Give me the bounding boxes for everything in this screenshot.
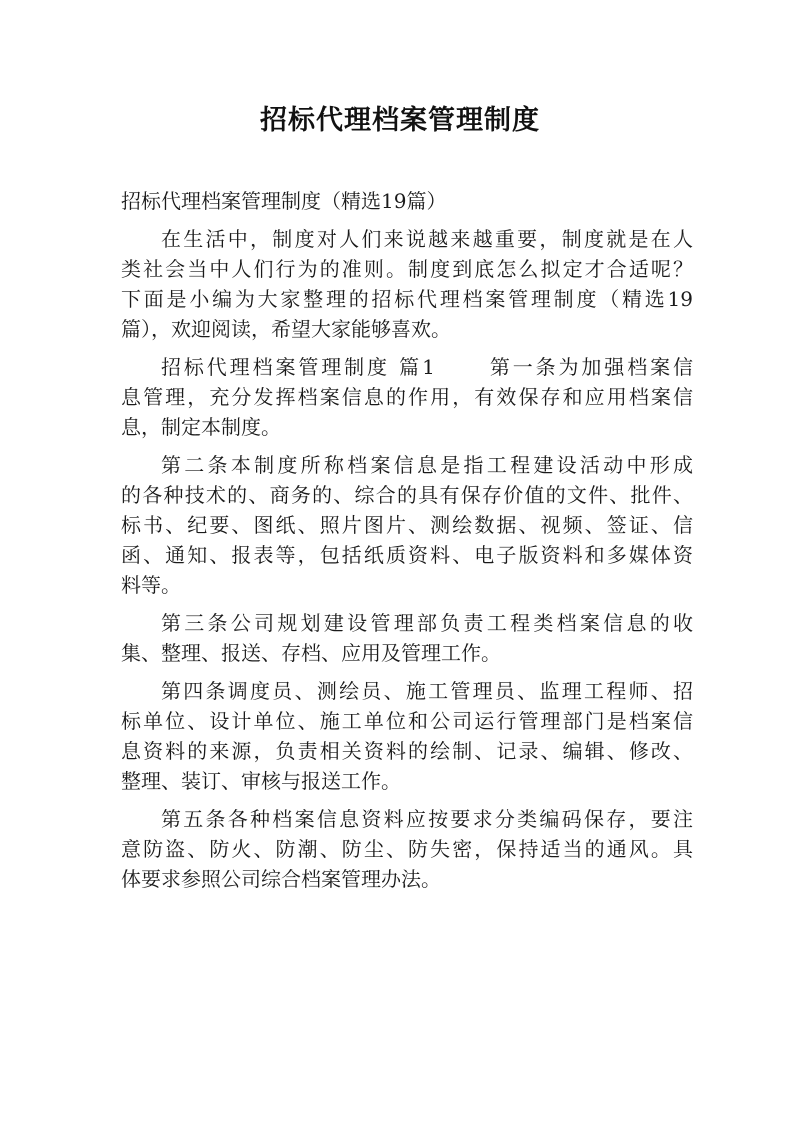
paragraph-intro	[121, 224, 693, 344]
text-line: 第四条调度员、测绘员、施工管理员、监理工程师、招	[161, 679, 693, 703]
paragraph-article-2	[121, 450, 693, 600]
text-line: 第五条各种档案信息资料应按要求分类编码保存，要注	[161, 807, 693, 831]
text-line: 类社会当中人们行为的准则。制度到底怎么拟定才合适呢？	[121, 257, 693, 281]
text-line: 料等。	[121, 573, 181, 597]
text-line: 第二条本制度所称档案信息是指工程建设活动中形成	[161, 453, 693, 477]
text-line: 息管理，充分发挥档案信息的作用，有效保存和应用档案信	[121, 385, 693, 409]
text-line: 下面是小编为大家整理的招标代理档案管理制度（精选19	[121, 287, 693, 311]
text-line: 标书、纪要、图纸、照片图片、测绘数据、视频、签证、信	[121, 513, 693, 537]
text-line: 标单位、设计单位、施工单位和公司运行管理部门是档案信	[121, 709, 693, 733]
paragraph-article-5	[121, 804, 693, 894]
paragraph-article-4	[121, 676, 693, 796]
paragraph-article-1	[121, 352, 693, 442]
document-title: 招标代理档案管理制度	[260, 105, 540, 136]
text-line: 体要求参照公司综合档案管理办法。	[121, 867, 441, 891]
text-line: 第三条公司规划建设管理部负责工程类档案信息的收	[161, 611, 693, 635]
text-line: 息，制定本制度。	[121, 415, 281, 439]
text-line: 息资料的来源，负责相关资料的绘制、记录、编辑、修改、	[121, 739, 693, 763]
paragraph-article-3	[121, 608, 693, 668]
text-line: 整理、装订、审核与报送工作。	[121, 769, 401, 793]
document-body	[121, 186, 693, 894]
text-line: 集、整理、报送、存档、应用及管理工作。	[121, 641, 501, 665]
text-line: 篇），欢迎阅读，希望大家能够喜欢。	[121, 317, 451, 341]
text-line: 招标代理档案管理制度 篇1 第一条为加强档案信	[161, 355, 693, 379]
text-line: 意防盗、防火、防潮、防尘、防失密，保持适当的通风。具	[121, 837, 693, 861]
text-line: 函、通知、报表等，包括纸质资料、电子版资料和多媒体资	[121, 543, 693, 567]
text-line: 的各种技术的、商务的、综合的具有保存价值的文件、批件、	[121, 483, 693, 507]
paragraph-subtitle	[121, 186, 693, 216]
text-line: 招标代理档案管理制度（精选19篇）	[121, 189, 447, 213]
text-line: 在生活中，制度对人们来说越来越重要，制度就是在人	[161, 227, 693, 251]
